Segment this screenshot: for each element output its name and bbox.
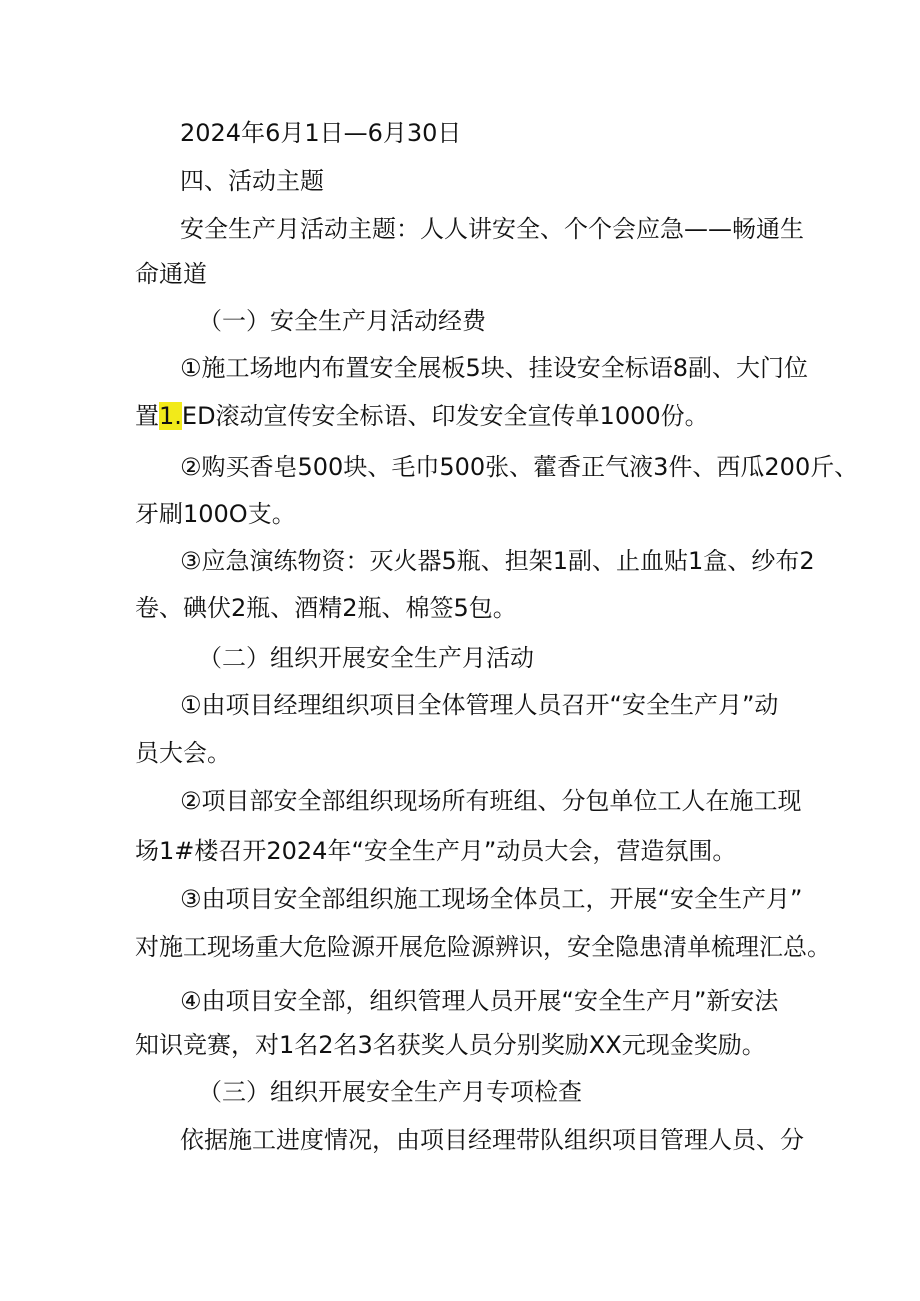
- date-range-line: 2024年6月1日—6月30日: [180, 119, 462, 147]
- activity-4-line-2: 知识竞赛，对1名2名3名获奖人员分别奖励XX元现金奖励。: [135, 1031, 766, 1059]
- theme-text-line-1: 安全生产月活动主题：人人讲安全、个个会应急——畅通生: [180, 215, 804, 243]
- highlighted-text: 1.: [159, 402, 182, 430]
- activity-2-line-1: ②项目部安全部组织现场所有班组、分包单位工人在施工现: [180, 787, 802, 815]
- activity-4-line-1: ④由项目安全部，组织管理人员开展“安全生产月”新安法: [180, 987, 779, 1015]
- funding-item-2-line-2: 牙刷100O支。: [135, 500, 296, 528]
- theme-text-line-2: 命通道: [135, 260, 207, 288]
- activity-3-line-2: 对施工现场重大危险源开展危险源辨识，安全隐患清单梳理汇总。: [135, 933, 831, 961]
- funding-item-1-line-1: ①施工场地内布置安全展板5块、挂设安全标语8副、大门位: [180, 354, 809, 382]
- funding-item-1-line-2: [135, 401, 709, 431]
- section-heading-activity-theme: 四、活动主题: [180, 167, 324, 195]
- activity-1-line-1: ①由项目经理组织项目全体管理人员召开“安全生产月”动: [180, 691, 779, 719]
- funding-item-3-line-1: ③应急演练物资：灭火器5瓶、担架1副、止血贴1盒、纱布2: [180, 547, 815, 575]
- activity-2-line-2: 场1#楼召开2024年“安全生产月”动员大会，营造氛围。: [135, 837, 737, 865]
- activity-3-line-1: ③由项目安全部组织施工现场全体员工，开展“安全生产月”: [180, 885, 803, 913]
- funding-item-1-prefix: 置: [135, 402, 159, 430]
- subsection-heading-funding: （一）安全生产月活动经费: [198, 307, 486, 335]
- activity-1-line-2: 员大会。: [135, 739, 231, 767]
- funding-item-3-line-2: 卷、碘伏2瓶、酒精2瓶、棉签5包。: [135, 594, 517, 622]
- funding-item-1-suffix: ED滚动宣传安全标语、印发安全宣传单1000份。: [181, 402, 709, 430]
- inspection-line-1: 依据施工进度情况，由项目经理带队组织项目管理人员、分: [180, 1126, 804, 1154]
- subsection-heading-inspection: （三）组织开展安全生产月专项检查: [198, 1078, 582, 1106]
- subsection-heading-activities: （二）组织开展安全生产月活动: [198, 644, 534, 672]
- funding-item-2-line-1: ②购买香皂500块、毛巾500张、藿香正气液3件、西瓜200斤、: [180, 453, 859, 481]
